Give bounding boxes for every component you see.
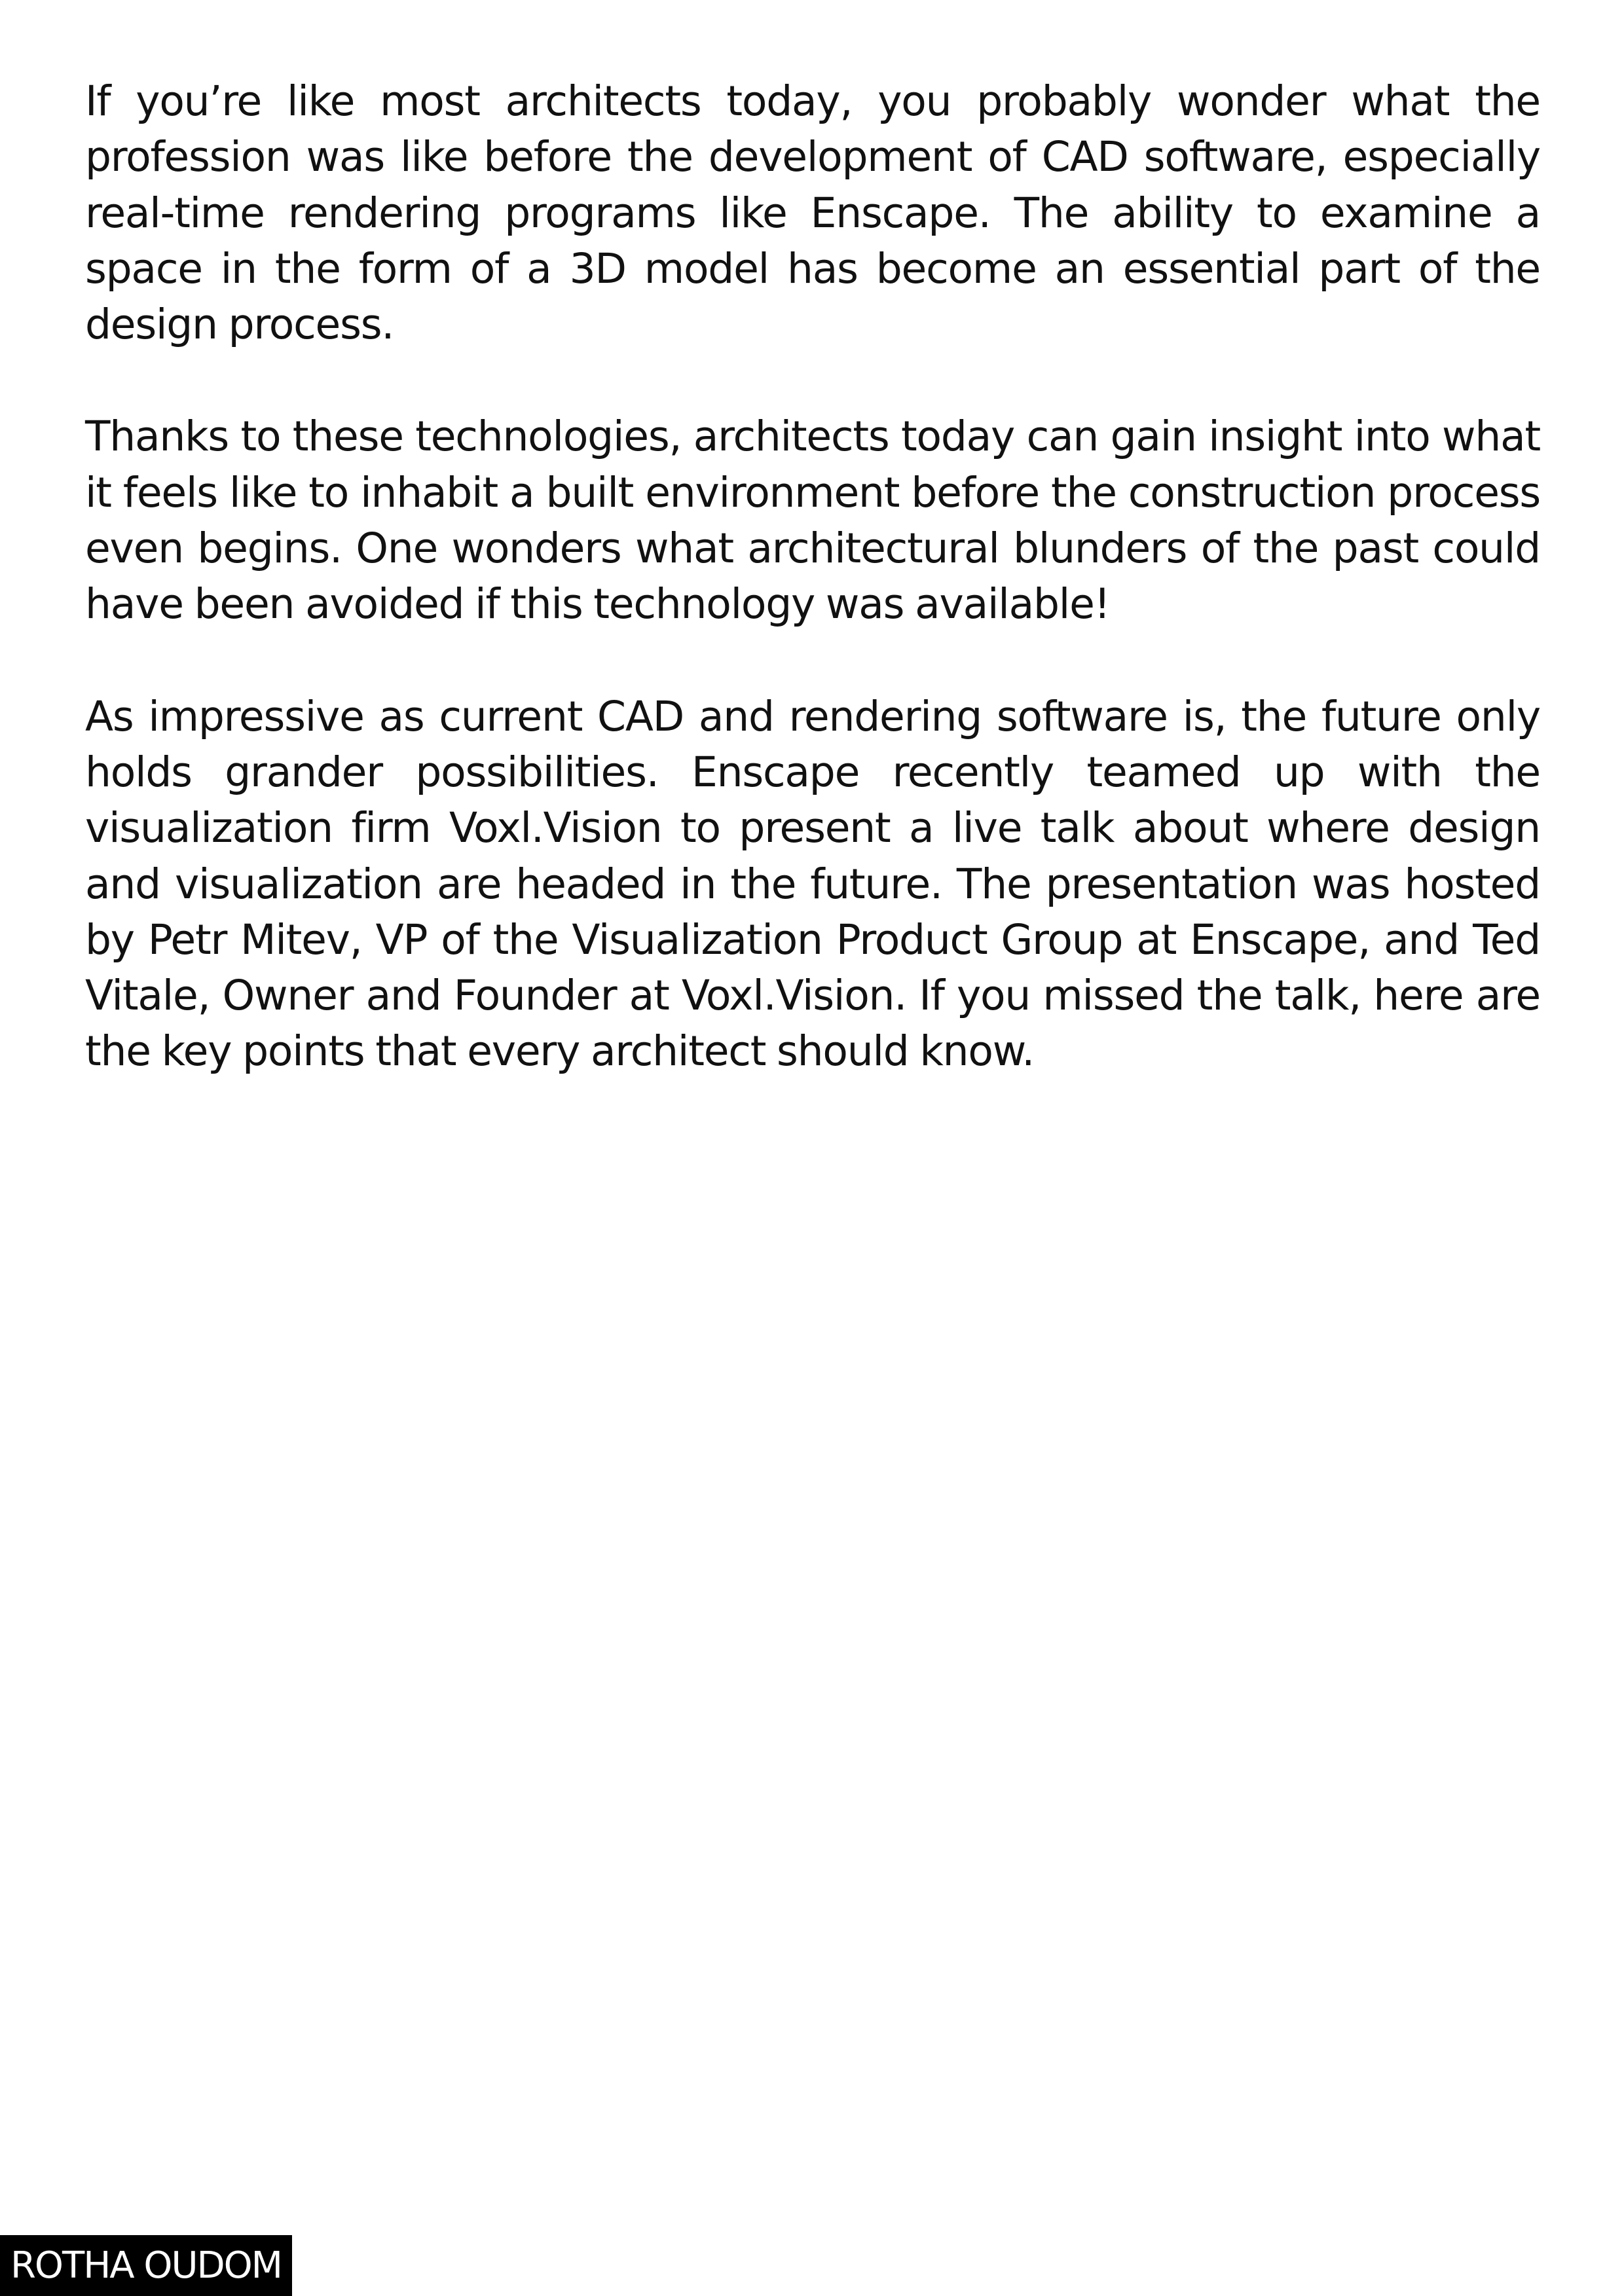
paragraph-intro: If you’re like most architects today, you probably wonder what the profession was like before the development of CAD software, especially real-time rendering programs like Enscape. The ability to examine a space in the form of a 3D model has become an essential part of the design process.	[85, 77, 1540, 349]
article-body	[85, 73, 1540, 1136]
paragraph-future: As impressive as current CAD and rendering software is, the future only holds grander possibilities. Enscape recently teamed up with the visualization firm Voxl.Vision to present a live talk about where design and visualization are headed in the future. The presentation was hosted by Petr Mitev, VP of the Visualization Product Group at Enscape, and Ted Vitale, Owner and Founder at Voxl.Vision. If you missed the talk, here are the key points that every architect should know.	[85, 692, 1540, 1076]
paragraph-technologies: Thanks to these technologies, architects today can gain insight into what it feels like to inhabit a built environment before the construction process even begins. One wonders what architectural blunders of the past could have been avoided if this technology was available!	[85, 412, 1540, 629]
author-label: ROTHA OUDOM	[0, 2235, 292, 2296]
